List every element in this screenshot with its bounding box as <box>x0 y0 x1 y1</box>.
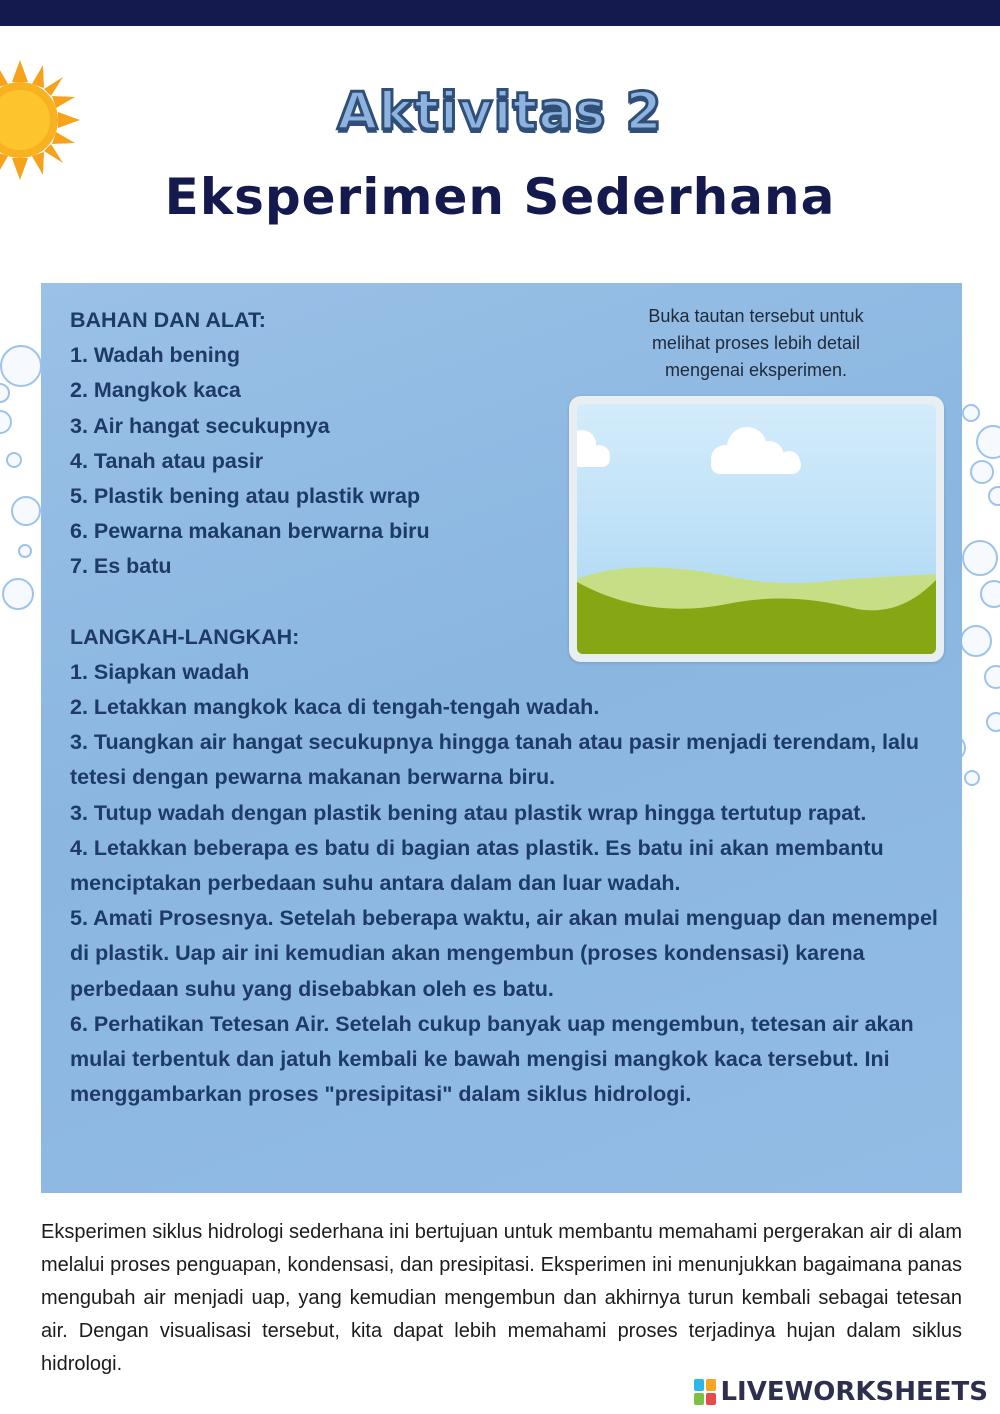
step-item: 6. Perhatikan Tetesan Air. Setelah cukup banyak uap mengembun, tetesan air akan mulai terbentuk dan jatuh kembali ke bawah mengisi mangkok kaca tersebut. Ini menggambarkan proses "presipitasi" dalam siklus hidrologi. <box>70 1011 914 1107</box>
experiment-panel <box>41 283 962 1193</box>
step-item: 2. Letakkan mangkok kaca di tengah-tengah wadah. <box>70 695 600 720</box>
landscape-placeholder-icon <box>577 404 936 654</box>
step-item: 4. Letakkan beberapa es batu di bagian atas plastik. Es batu ini akan membantu menciptakan perbedaan suhu antara dalam dan luar wadah. <box>70 835 884 896</box>
material-item: 7. Es batu <box>70 554 172 579</box>
activity-title: Aktivitas 2 <box>337 82 663 142</box>
material-item: 1. Wadah bening <box>70 343 241 368</box>
material-item: 5. Plastik bening atau plastik wrap <box>70 484 421 509</box>
page-title: Eksperimen Sederhana <box>164 168 836 226</box>
material-item: 3. Air hangat secukupnya <box>70 413 330 438</box>
step-item: 3. Tuangkan air hangat secukupnya hingga tanah atau pasir menjadi terendam, lalu tetesi dengan pewarna makanan berwarna biru. <box>70 730 920 790</box>
materials-heading: BAHAN DAN ALAT: <box>70 308 266 332</box>
material-item: 4. Tanah atau pasir <box>70 448 264 473</box>
brand-logo[interactable] <box>694 1375 988 1409</box>
steps-heading: LANGKAH-LANGKAH: <box>70 624 300 649</box>
summary-paragraph: Eksperimen siklus hidrologi sederhana ini bertujuan untuk membantu memahami pergerakan air di alam melalui proses penguapan, kondensasi, dan presipitasi. Eksperimen ini menunjukkan bagaimana panas mengubah air menjadi uap, yang kemudian mengembun dan akhirnya turun kembali sebagai tetesan air. Dengan visualisasi tersebut, kita dapat lebih memahami proses terjadinya hujan dalam siklus hidrologi. <box>41 1221 962 1375</box>
brand-name: LIVEWORKSHEETS <box>720 1377 988 1407</box>
link-note: Buka tautan tersebut untuk melihat proses lebih detail mengenai eksperimen. <box>648 306 864 380</box>
video-thumbnail[interactable] <box>569 396 944 662</box>
material-item: 6. Pewarna makanan berwarna biru <box>70 519 430 544</box>
step-item: 5. Amati Prosesnya. Setelah beberapa waktu, air akan mulai menguap dan menempel di plastik. Uap air ini kemudian akan mengembun (proses kondensasi) karena perbedaan suhu yang disebabkan oleh es batu. <box>70 906 938 1001</box>
step-item: 1. Siapkan wadah <box>70 659 250 684</box>
step-item: 3. Tutup wadah dengan plastik bening atau plastik wrap hingga tertutup rapat. <box>70 800 867 825</box>
material-item: 2. Mangkok kaca <box>70 378 241 403</box>
brand-mark-icon <box>694 1379 716 1405</box>
top-bar <box>0 0 1000 26</box>
